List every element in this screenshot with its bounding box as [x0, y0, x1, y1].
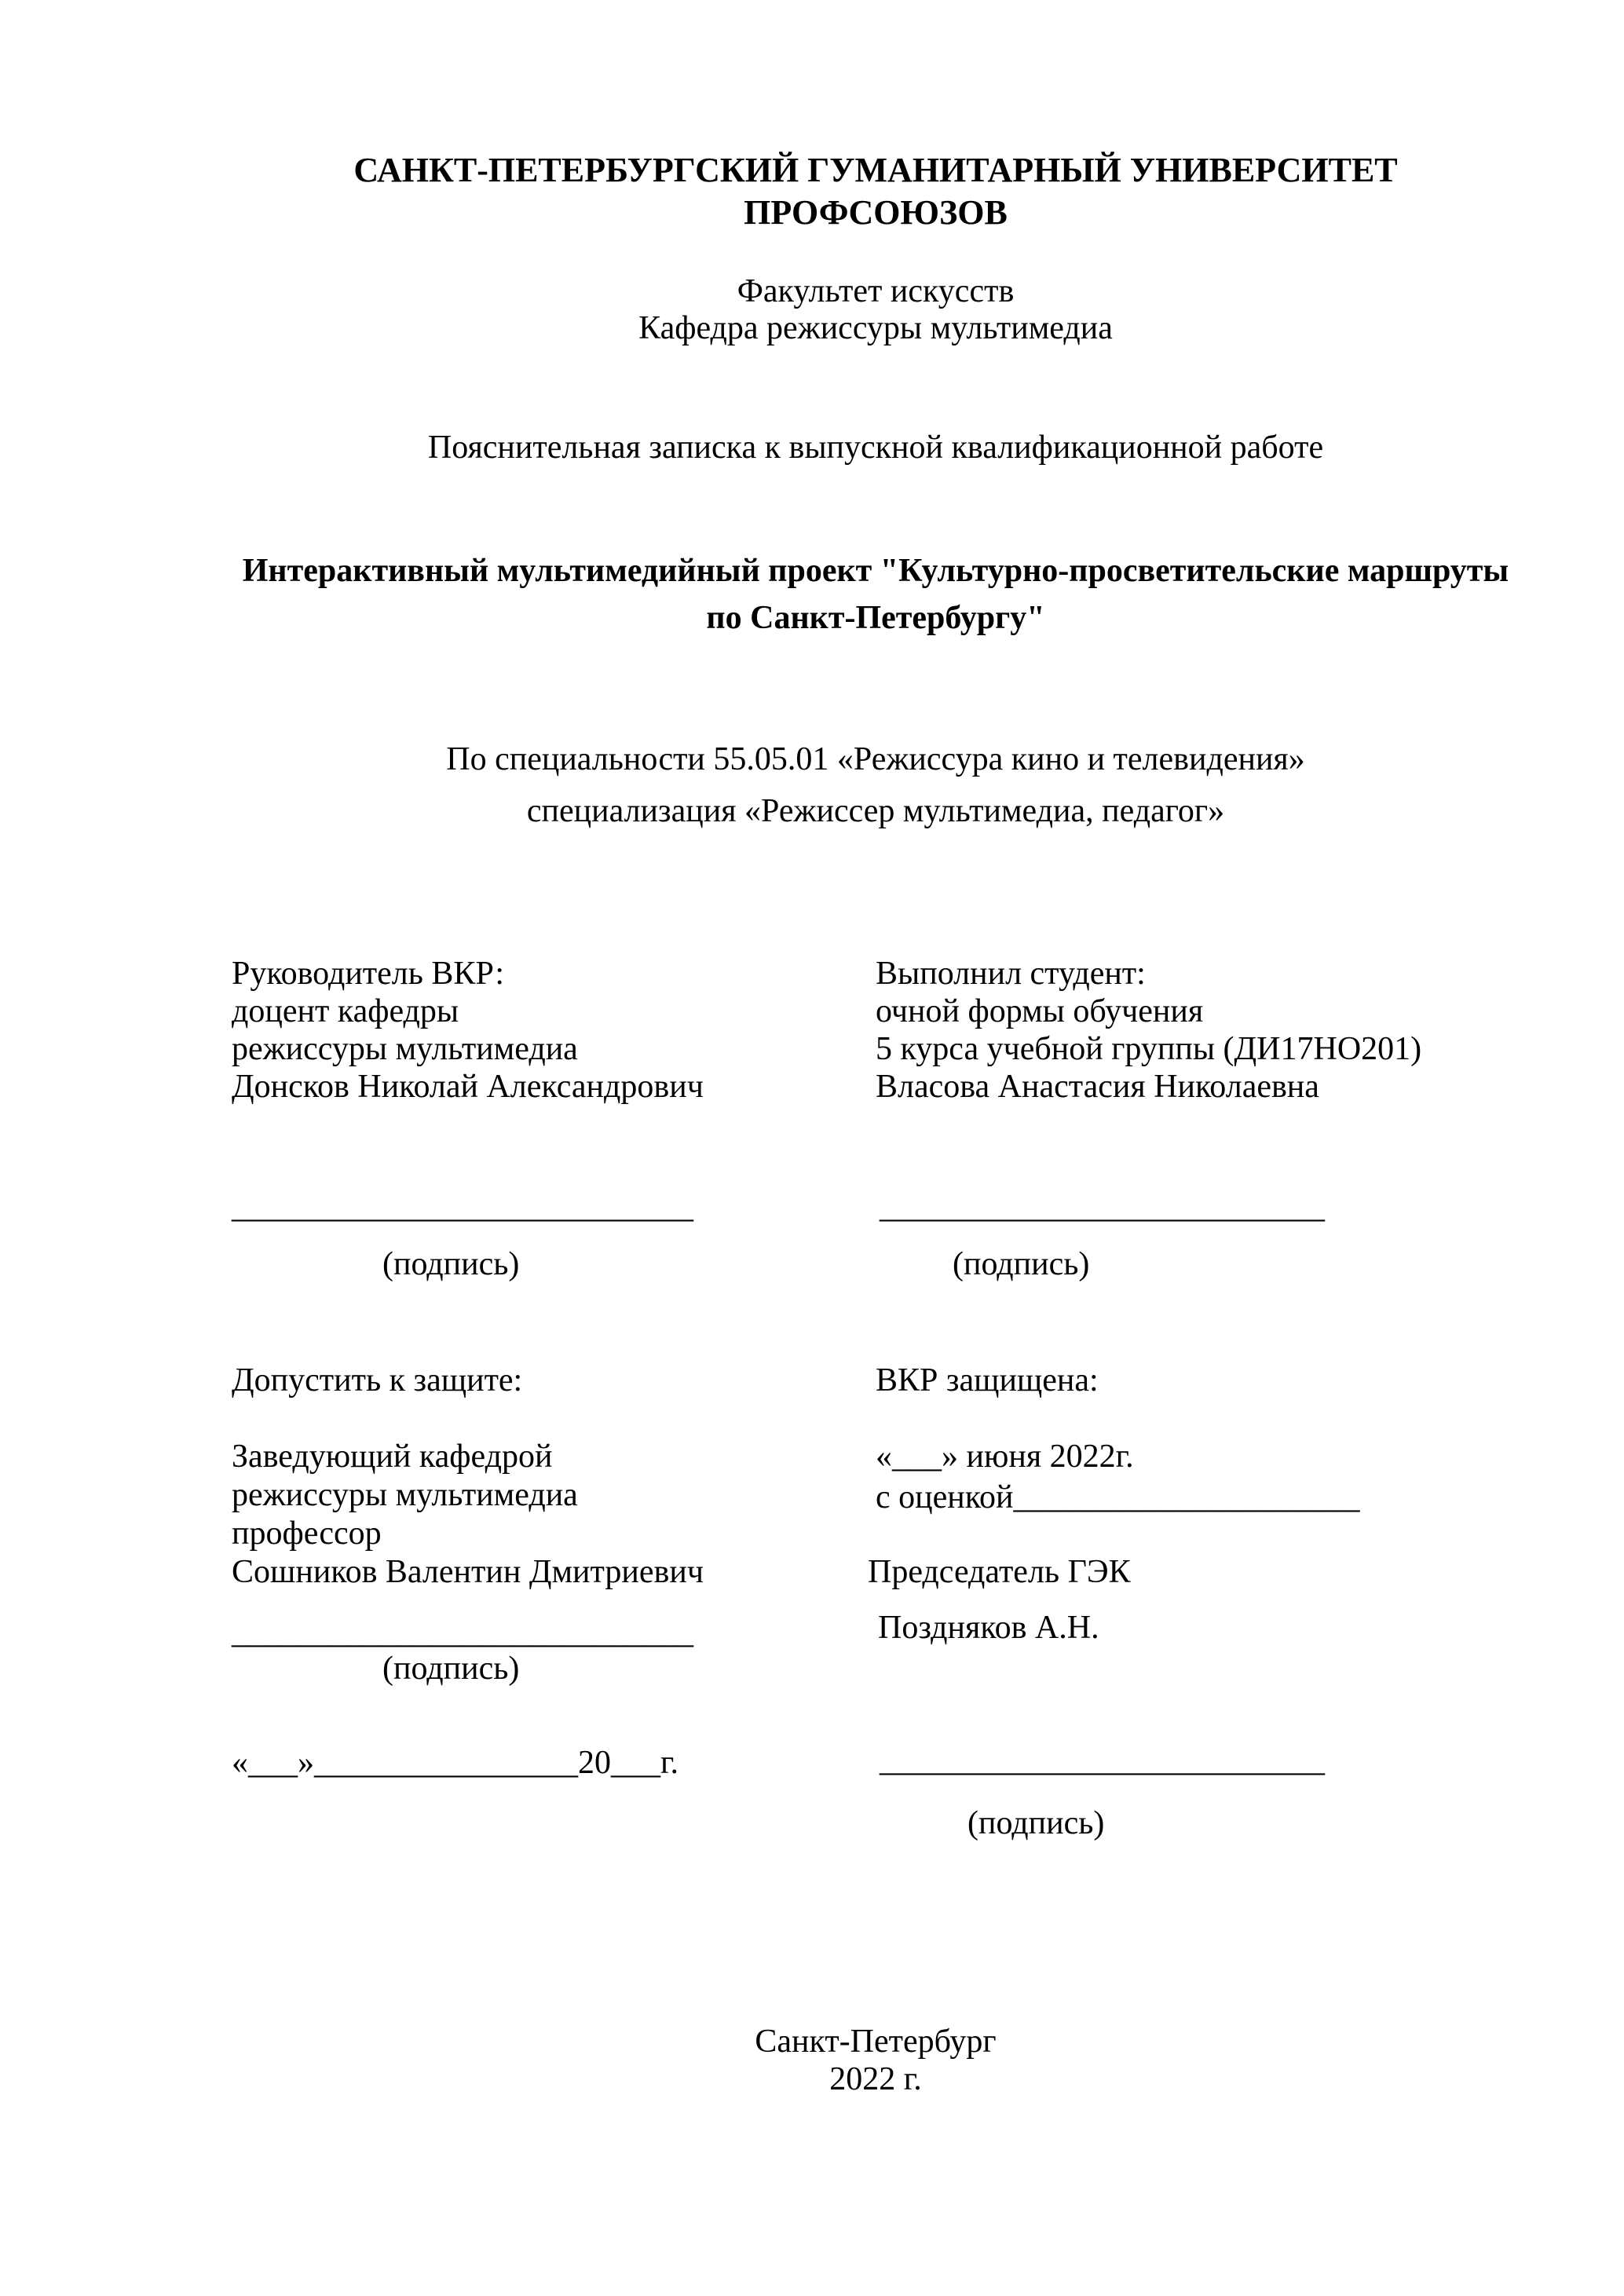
defense-label: ВКР защищена: — [876, 1362, 1099, 1398]
admission-signature-caption: (подпись) — [382, 1651, 520, 1687]
student-block — [876, 955, 1421, 1106]
faculty-department-block — [232, 273, 1520, 347]
footer-block — [232, 2023, 1520, 2098]
faculty-line: Факультет искусств — [737, 273, 1015, 309]
admission-name: Сошников Валентин Дмитриевич — [232, 1554, 704, 1590]
chairman-name: Поздняков А.Н. — [878, 1610, 1099, 1646]
project-title-line1: Интерактивный мультимедийный проект "Культурно-просветительские маршруты — [242, 553, 1509, 589]
supervisor-position-line1: доцент кафедры — [232, 993, 459, 1029]
supervisor-signature-caption: (подпись) — [382, 1246, 520, 1282]
student-group-line: 5 курса учебной группы (ДИ17НО201) — [876, 1031, 1422, 1067]
defense-grade-line: с оценкой_____________________ — [876, 1479, 1360, 1515]
supervisor-name: Донсков Николай Александрович — [232, 1069, 704, 1105]
chairman-signature-line: ___________________________ — [880, 1742, 1325, 1779]
student-name: Власова Анастасия Николаевна — [876, 1069, 1319, 1105]
admission-signature-line: ____________________________ — [232, 1614, 693, 1651]
university-name: САНКТ-ПЕТЕРБУРГСКИЙ ГУМАНИТАРНЫЙ УНИВЕРСИТЕТ ПРОФСОЮЗОВ — [353, 151, 1398, 232]
admission-block — [232, 1438, 704, 1592]
supervisor-label: Руководитель ВКР: — [232, 956, 505, 992]
supervisor-signature-line: ____________________________ — [232, 1189, 693, 1225]
chairman-label: Председатель ГЭК — [868, 1554, 1131, 1590]
supervisor-block — [232, 955, 704, 1106]
footer-city: Санкт-Петербург — [755, 2024, 997, 2060]
admission-position-line3: профессор — [232, 1515, 382, 1552]
student-form-line: очной формы обучения — [876, 993, 1204, 1029]
footer-year: 2022 г. — [829, 2061, 922, 2097]
student-signature-caption: (подпись) — [953, 1246, 1090, 1282]
department-line: Кафедра режиссуры мультимедиа — [638, 310, 1113, 346]
admission-label: Допустить к защите: — [232, 1362, 523, 1398]
project-title — [232, 547, 1520, 642]
student-signature-line: ___________________________ — [880, 1189, 1325, 1225]
doc-type-line: Пояснительная записка к выпускной квалификационной работе — [427, 430, 1324, 466]
admission-position-line1: Заведующий кафедрой — [232, 1439, 553, 1475]
project-title-line2: по Санкт-Петербургу" — [706, 600, 1045, 636]
supervisor-position-line2: режиссуры мультимедиа — [232, 1031, 578, 1067]
specialization-line: специализация «Режиссер мультимедиа, педагог» — [526, 793, 1225, 829]
specialty-line: По специальности 55.05.01 «Режиссура кино и телевидения» — [446, 741, 1305, 777]
student-label: Выполнил студент: — [876, 956, 1146, 992]
admission-date-blank-line: «___»________________20___г. — [232, 1745, 678, 1781]
defense-date-line: «___» июня 2022г. — [876, 1439, 1134, 1475]
admission-position-line2: режиссуры мультимедиа — [232, 1477, 578, 1513]
chairman-signature-caption: (подпись) — [967, 1805, 1105, 1841]
